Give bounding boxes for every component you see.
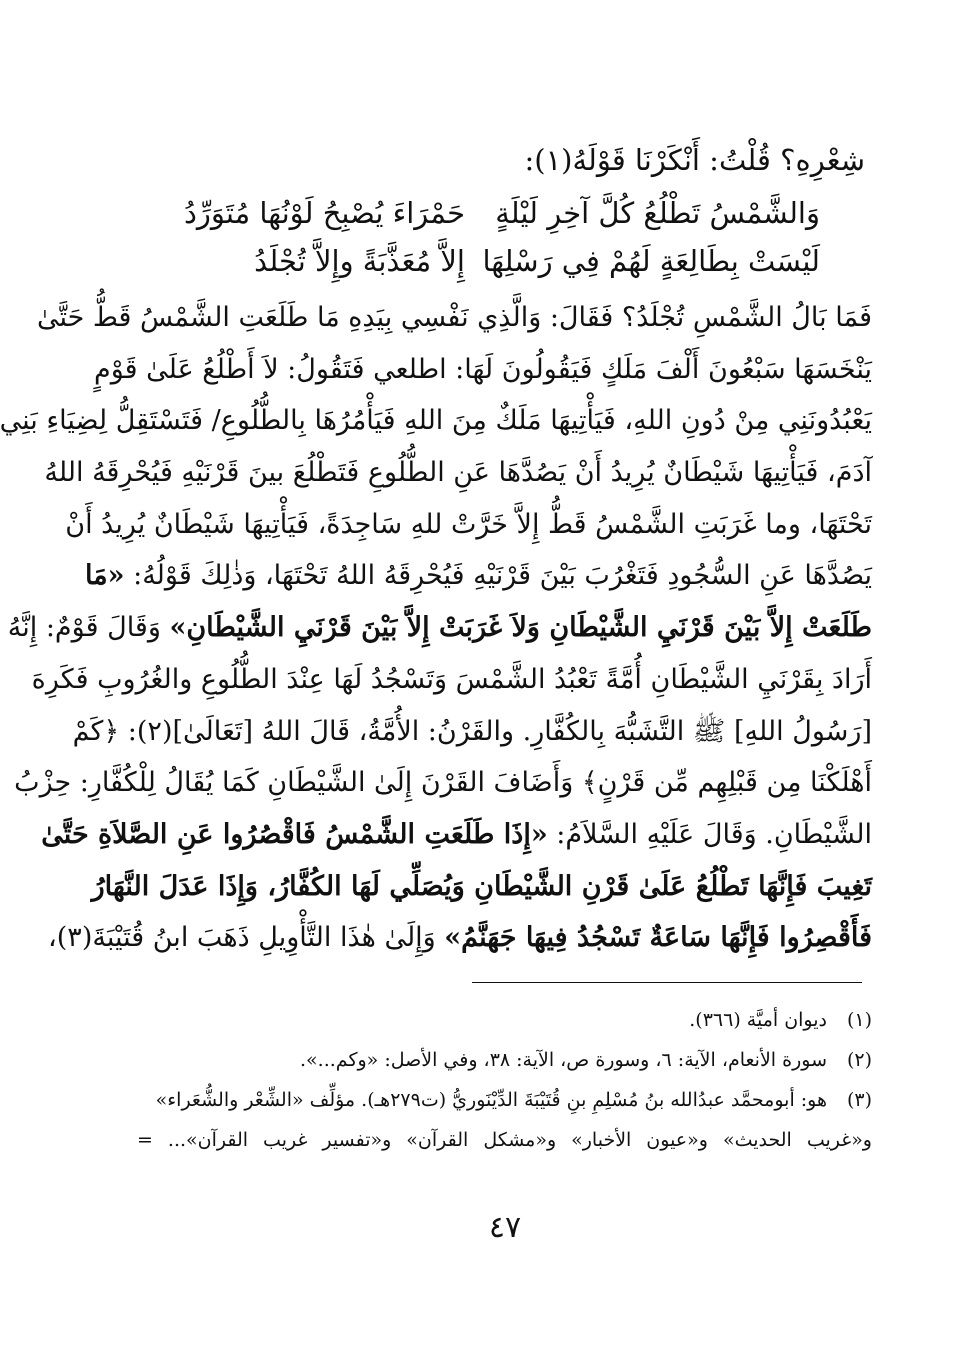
body-line — [0, 395, 872, 447]
bold-hadith-text: طَلَعَتْ إِلاَّ بَيْنَ قَرْنَيِ الشَّيْطَانِ وَلاَ غَرَبَتْ إِلاَّ بَيْنَ قَرْنَيِ الشَّيْطَانِ» — [169, 612, 872, 644]
body-line — [48, 912, 872, 964]
body-text-run: آدَمَ، فَيَأْتِيهَا شَيْطَانٌ يُرِيدُ أَنْ يَصُدَّهَا عَنِ الطُّلُوعِ فَتَطْلُعَ بينَ قَرْنَيْهِ فَيُحْرِقَهُ اللهُ — [44, 457, 872, 489]
body-line — [84, 550, 872, 602]
body-line — [91, 861, 872, 913]
body-text-run: فَمَا بَالُ الشَّمْسِ تُجْلَدُ؟ فَقَالَ: وَالَّذِي نَفْسِي بِيَدِهِ مَا طَلَعَتِ الشَّمْسُ قَطُّ حَتَّىٰ — [36, 302, 872, 333]
poem-verse — [180, 188, 820, 238]
bold-hadith-text: «مَا — [84, 560, 125, 592]
footnote — [137, 1080, 872, 1120]
page-number: ٤٧ — [488, 1210, 522, 1245]
footnote-text: سورة الأنعام، الآية: ٦، وسورة ص، الآية: ٣٨، وفي الأصل: «وكم...». — [300, 1049, 827, 1071]
footnote — [137, 1000, 872, 1040]
body-line — [41, 809, 872, 861]
footnote-text: هو: أبومحمَّد عبدُالله بنُ مُسْلِمِ بنِ قُتَيْبَةَ الدِّيْنَوريُّ (ت٢٧٩هـ). مؤلِّف «الشِّعْر والشُّعَراء» — [155, 1089, 827, 1111]
footnote-number: (١) — [846, 1009, 872, 1031]
footnote-text: ديوان أميَّة (٣٦٦). — [689, 1009, 827, 1031]
body-line — [65, 499, 872, 551]
bold-hadith-text: «إِذَا طَلَعَتِ الشَّمْسُ فَاقْصُرُوا عَنِ الصَّلاَةِ حَتَّىٰ — [41, 818, 548, 850]
footnote-number: (٣) — [846, 1089, 872, 1111]
body-text-run: أَرَادَ بِقَرْنَيِ الشَّيْطَانِ أُمَّةً تَعْبُدُ الشَّمْسَ وَتَسْجُدُ لَهَا عِنْدَ الطُّلُوعِ والغُرُوبِ فَكَرِهَ — [31, 663, 872, 695]
body-text-run: الشَّيْطَانِ. وَقَالَ عَلَيْهِ السَّلاَمُ: — [547, 818, 872, 850]
body-line — [7, 602, 872, 654]
body-text-run: يَصُدَّهَا عَنِ السُّجُودِ فَتَغْرُبَ بَيْنَ قَرْنَيْهِ فَيُحْرِقَهُ اللهُ تَحْتَهَا، وَذٰلِكَ قَوْلُهُ: — [124, 560, 872, 592]
footnotes — [137, 1000, 872, 1160]
body-text-run: يَعْبُدُونَنِي مِنْ دُونِ اللهِ، فَيَأْتِيهَا مَلَكٌ مِنَ اللهِ فَيَأْمُرُهَا بِالطُّلُوعِ/ فَتَسْتَقِلُّ لِضِيَاءِ بَنِي — [0, 405, 872, 437]
body-line — [94, 344, 872, 396]
body-text-run: وَقَالَ قَوْمٌ: إِنَّهُ — [7, 612, 170, 644]
verse-first-hemistich: وَالشَّمْسُ تَطْلُعُ كُلَّ آخِرِ لَيْلَةٍ — [495, 196, 820, 230]
bold-hadith-text: تَغِيبَ فَإِنَّهَا تَطْلُعُ عَلَىٰ قَرْنِ الشَّيْطَانِ وَيُصَلِّي لَهَا الكُفَّارُ، وَإِذَا عَدَلَ النَّهَارُ — [91, 870, 872, 902]
body-text-run: تَحْتَهَا، وما غَرَبَتِ الشَّمْسُ قَطُّ إِلاَّ خَرَّتْ للهِ سَاجِدَةً، فَيَأْتِيهَا شَيْطَانٌ يُرِيدُ أَنْ — [65, 508, 872, 540]
body-line — [14, 757, 872, 809]
footnote-continuation: و«غريب الحديث» و«عيون الأخبار» و«مشكل القرآن» و«تفسير غريب القرآن»... = — [137, 1129, 872, 1151]
intro-line: شِعْرِهِ؟ قُلْتُ: أَنْكَرْنَا قَوْلَهُ(١): — [524, 143, 865, 177]
body-text-run: أَهْلَكْنَا مِن قَبْلِهِم مِّن قَرْنٍ﴾ وَأَضَافَ القَرْنَ إِلَىٰ الشَّيْطَانِ كَمَا يُقَالُ لِلْكُفَّارِ: حِزْبُ — [14, 767, 872, 799]
verse-second-hemistich: حَمْرَاءَ يُصْبِحُ لَوْنُهَا مُتَوَرِّدُ — [183, 196, 465, 230]
body-paragraph — [0, 292, 872, 964]
body-text-run: يَنْخَسَهَا سَبْعُونَ أَلْفَ مَلَكٍ فَيَقُولُونَ لَهَا: اطلعي فَتَقُولُ: لاَ أَطْلُعُ عَلَىٰ قَوْمٍ — [94, 353, 872, 385]
bold-hadith-text: فَأَقْصِرُوا فَإِنَّهَا سَاعَةٌ تَسْجُدُ فِيهَا جَهَنَّمُ» — [444, 922, 872, 954]
footnote-number: (٢) — [846, 1049, 872, 1071]
footnote-separator — [472, 982, 862, 983]
body-line — [31, 654, 872, 706]
body-line — [44, 447, 872, 499]
body-line — [36, 292, 872, 344]
poem-verse — [180, 236, 820, 286]
body-text-run: [رَسُولُ اللهِ] ﷺ التَّشَبُّهَ بِالكُفَّارِ. والقَرْنُ: الأُمَّةُ، قَالَ اللهُ [تَعَالَىٰ](٢): ﴿كَمْ — [72, 715, 872, 747]
body-text-run: وَإِلَىٰ هٰذَا التَّأْوِيلِ ذَهَبَ ابنُ قُتَيْبَةَ(٣)، — [48, 922, 445, 954]
footnote — [137, 1040, 872, 1080]
verse-second-hemistich: إِلاَّ مُعَذَّبَةً وإِلاَّ تُجْلَدُ — [254, 244, 465, 278]
body-line — [72, 706, 872, 758]
verse-first-hemistich: لَيْسَتْ بِطَالِعَةٍ لَهُمْ فِي رَسْلِهَا — [482, 244, 820, 278]
